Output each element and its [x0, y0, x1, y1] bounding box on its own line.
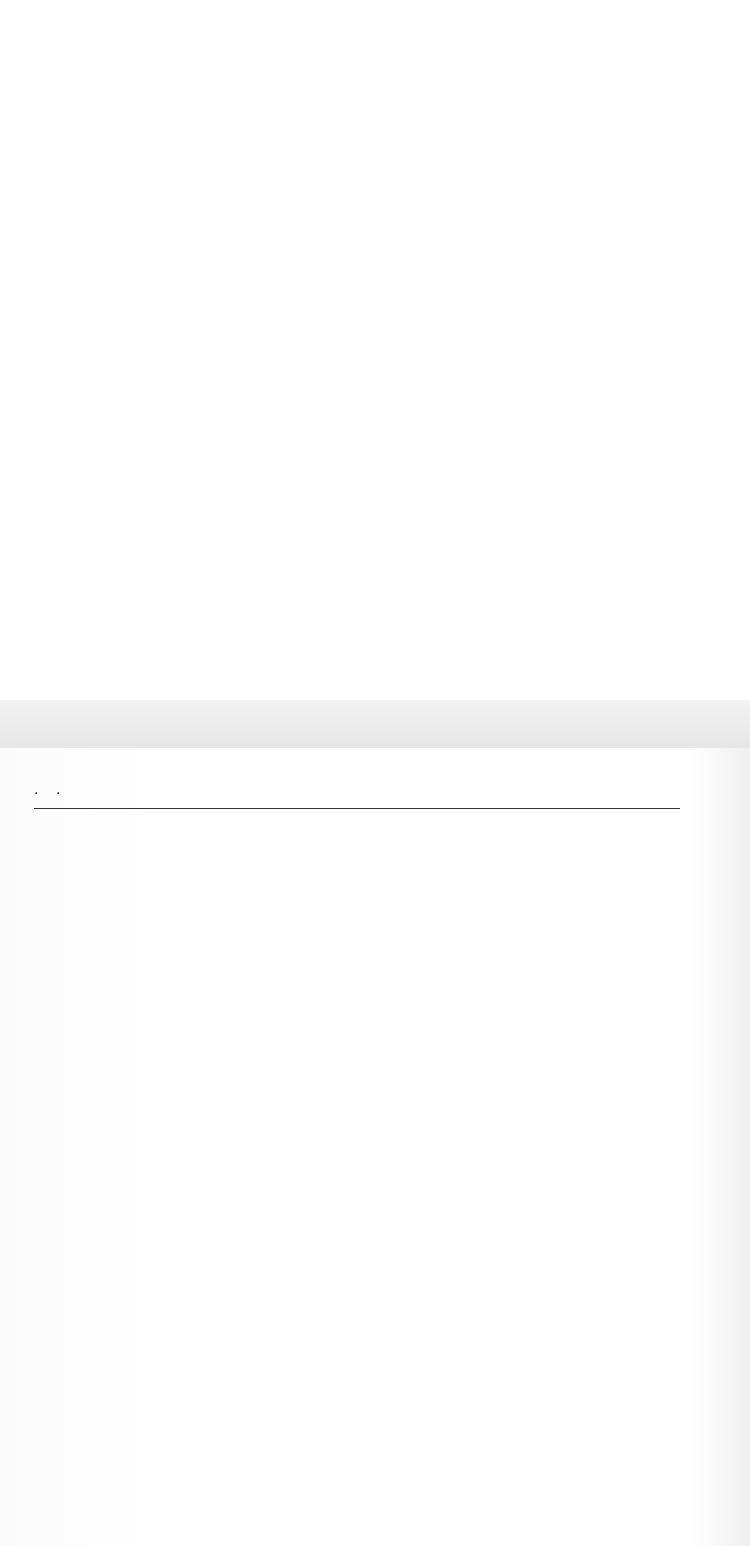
- page-header: [34, 786, 680, 809]
- page-gap: [0, 700, 750, 748]
- header-dot-left: ·: [34, 786, 39, 802]
- toc-page-bottom: [0, 748, 750, 1546]
- part-title: [0, 910, 750, 934]
- header-dot-right: ·: [56, 786, 61, 802]
- toc-page-top: [0, 0, 750, 700]
